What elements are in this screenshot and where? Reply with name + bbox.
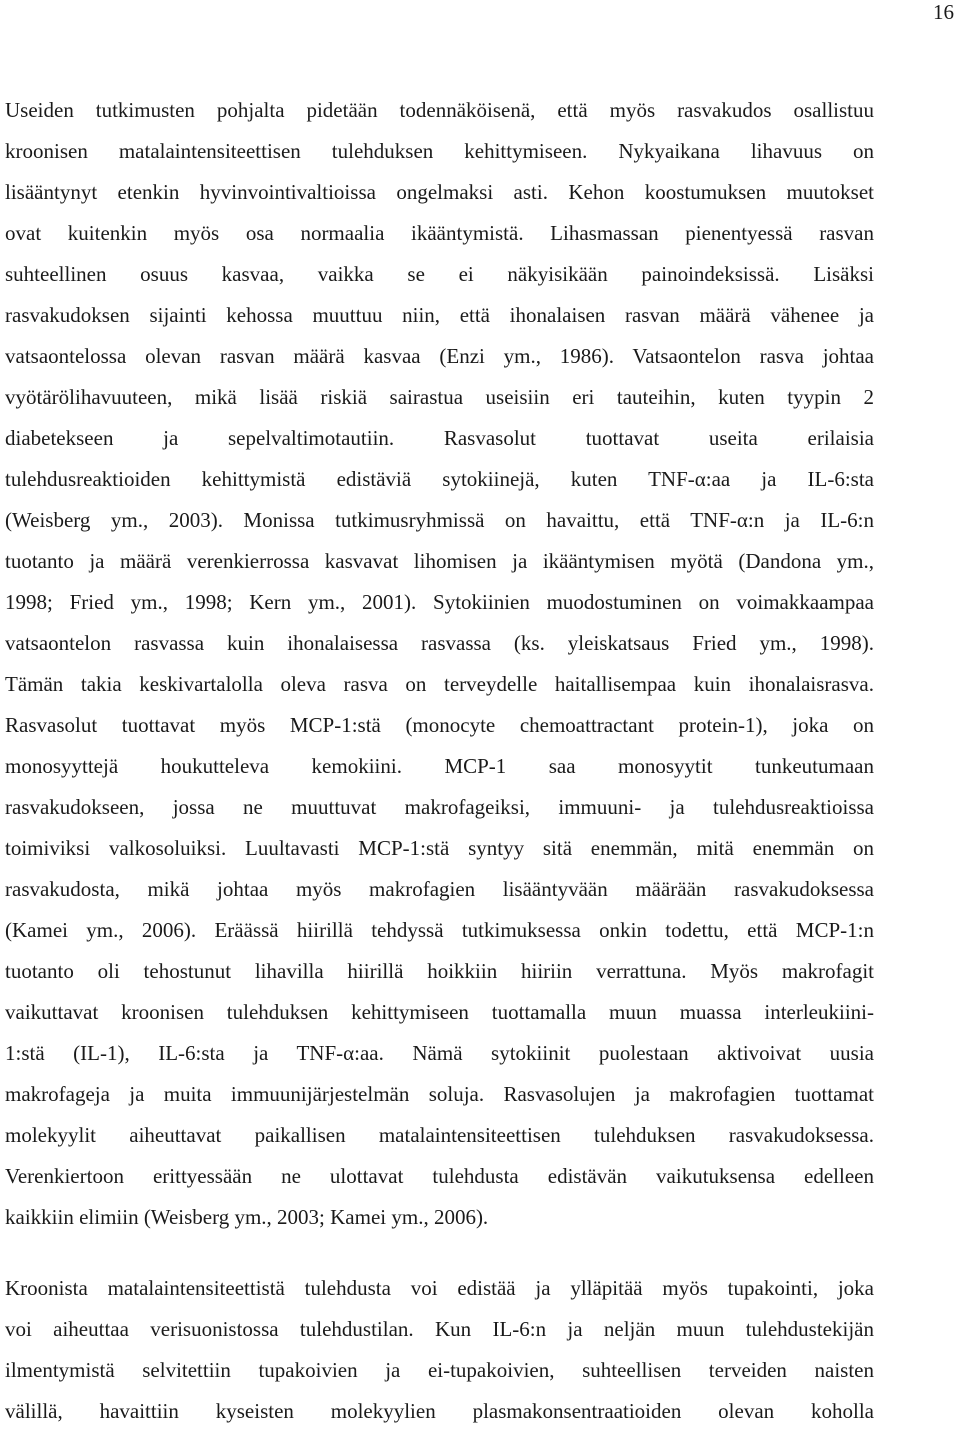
body-paragraph-2 <box>5 1268 874 1432</box>
text-line: vatsaontelossa olevan rasvan määrä kasvaa (Enzi ym., 1986). Vatsaontelon rasva johtaa <box>5 344 874 368</box>
text-line: Verenkiertoon erittyessään ne ulottavat tulehdusta edistävän vaikutuksensa edelleen <box>5 1164 874 1188</box>
text-line: ovat kuitenkin myös osa normaalia ikääntymistä. Lihasmassan pienentyessä rasvan <box>5 221 874 245</box>
page-number: 16 <box>933 0 954 24</box>
text-line: tuotanto oli tehostunut lihavilla hiirillä hoikkiin hiiriin verrattuna. Myös makrofagit <box>5 959 874 983</box>
text-line: Rasvasolut tuottavat myös MCP-1:stä (monocyte chemoattractant protein-1), joka on <box>5 713 874 737</box>
text-line: (Weisberg ym., 2003). Monissa tutkimusryhmissä on havaittu, että TNF-α:n ja IL-6:n <box>5 508 874 532</box>
text-line: rasvakudokseen, jossa ne muuttuvat makrofageiksi, immuuni- ja tulehdusreaktioissa <box>5 795 874 819</box>
text-line: Kroonista matalaintensiteettistä tulehdusta voi edistää ja ylläpitää myös tupakointi, joka <box>5 1276 874 1300</box>
text-line: Useiden tutkimusten pohjalta pidetään todennäköisenä, että myös rasvakudos osallistuu <box>5 98 874 122</box>
text-line: välillä, havaittiin kyseisten molekyylien plasmakonsentraatioiden olevan koholla <box>5 1399 874 1423</box>
text-line: makrofageja ja muita immuunijärjestelmän soluja. Rasvasolujen ja makrofagien tuottamat <box>5 1082 874 1106</box>
text-line: voi aiheuttaa verisuonistossa tulehdustilan. Kun IL-6:n ja neljän muun tulehdustekijän <box>5 1317 874 1341</box>
text-line: 1998; Fried ym., 1998; Kern ym., 2001). Sytokiinien muodostuminen on voimakkaampaa <box>5 590 874 614</box>
text-line: monosyyttejä houkutteleva kemokiini. MCP-1 saa monosyytit tunkeutumaan <box>5 754 874 778</box>
text-line: ilmentymistä selvitettiin tupakoivien ja ei-tupakoivien, suhteellisen terveiden naisten <box>5 1358 874 1382</box>
text-line: vyötärölihavuuteen, mikä lisää riskiä sairastua useisiin eri tauteihin, kuten tyypin 2 <box>5 385 874 409</box>
body-paragraph-1 <box>5 90 874 1238</box>
text-line: vatsaontelon rasvassa kuin ihonalaisessa rasvassa (ks. yleiskatsaus Fried ym., 1998). <box>5 631 874 655</box>
text-line: suhteellinen osuus kasvaa, vaikka se ei näkyisikään painoindeksissä. Lisäksi <box>5 262 874 286</box>
text-line: lisääntynyt etenkin hyvinvointivaltioissa ongelmaksi asti. Kehon koostumuksen muutokset <box>5 180 874 204</box>
text-line: diabetekseen ja sepelvaltimotautiin. Rasvasolut tuottavat useita erilaisia <box>5 426 874 450</box>
text-line: tulehdusreaktioiden kehittymistä edistäviä sytokiinejä, kuten TNF-α:aa ja IL-6:sta <box>5 467 874 491</box>
text-line: 1:stä (IL-1), IL-6:sta ja TNF-α:aa. Nämä sytokiinit puolestaan aktivoivat uusia <box>5 1041 874 1065</box>
text-line: kaikkiin elimiin (Weisberg ym., 2003; Kamei ym., 2006). <box>5 1205 489 1229</box>
text-line: rasvakudoksen sijainti kehossa muuttuu niin, että ihonalaisen rasvan määrä vähenee ja <box>5 303 874 327</box>
text-line: rasvakudosta, mikä johtaa myös makrofagien lisääntyvään määrään rasvakudoksessa <box>5 877 874 901</box>
text-line: molekyylit aiheuttavat paikallisen matalaintensiteettisen tulehduksen rasvakudoksessa. <box>5 1123 874 1147</box>
text-line: vaikuttavat kroonisen tulehduksen kehittymiseen tuottamalla muun muassa interleukiini- <box>5 1000 874 1024</box>
text-line: kroonisen matalaintensiteettisen tulehduksen kehittymiseen. Nykyaikana lihavuus on <box>5 139 874 163</box>
text-line: (Kamei ym., 2006). Eräässä hiirillä tehdyssä tutkimuksessa onkin todettu, että MCP-1:n <box>5 918 874 942</box>
text-line: tuotanto ja määrä verenkierrossa kasvavat lihomisen ja ikääntymisen myötä (Dandona ym., <box>5 549 874 573</box>
text-line: toimiviksi valkosoluiksi. Luultavasti MCP-1:stä syntyy sitä enemmän, mitä enemmän on <box>5 836 874 860</box>
text-line: Tämän takia keskivartalolla oleva rasva on terveydelle haitallisempaa kuin ihonalaisrasva. <box>5 672 874 696</box>
